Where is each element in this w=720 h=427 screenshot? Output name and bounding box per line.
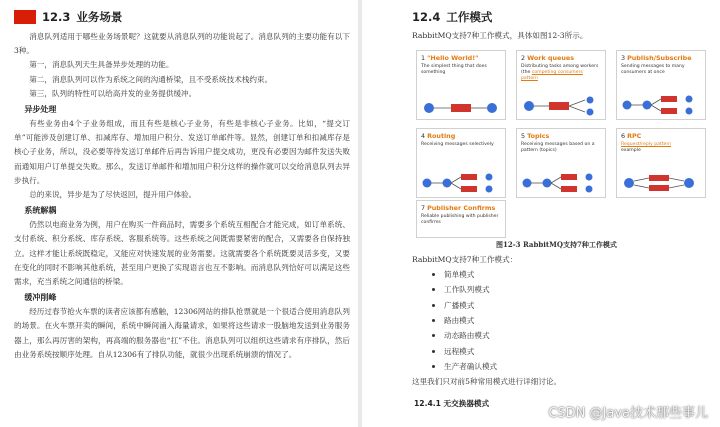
card-number: 5 <box>521 132 526 140</box>
mode-card-routing <box>416 128 506 198</box>
card-description <box>621 142 701 154</box>
async-paragraph: 有些业务由4个子业务组成，而且有些是核心子业务，有些是非核心子业务。比如，“提交订单”可能涉及创建订单、扣减库存、增加用户积分、发送订单邮件等。显然，创建订单和扣减库存是核心子业务，所以，没必要等待发送订单邮件后再告诉用户提交成功，更没有必要因为邮件发送失败而通知用户订单提交失败。那么，发送订单邮件和增加用户积分这样的操作就可以交给消息队列去异步执行。 <box>14 119 350 185</box>
mode-name: 生产者确认模式 <box>444 361 498 371</box>
decouple-heading: 系统解耦 <box>24 205 57 216</box>
card-number: 2 <box>521 54 526 62</box>
left-body <box>14 30 350 362</box>
card-number: 7 <box>421 204 426 212</box>
list-item <box>432 282 497 297</box>
mode-card-work-queues <box>516 50 606 120</box>
mode-card-topics <box>516 128 606 198</box>
card-number: 1 <box>421 54 426 62</box>
subsection-heading: 12.4.1 无交换器模式 <box>414 399 490 408</box>
exchange-diagram-icon <box>421 172 501 194</box>
exchange-diagram-icon <box>621 94 701 116</box>
section-heading-12-4 <box>412 9 492 25</box>
card-title: Publish/Subscribe <box>627 54 692 62</box>
card-title: RPC <box>627 132 642 140</box>
list-item <box>432 313 497 328</box>
mode-name: 远程模式 <box>444 346 475 356</box>
exchange-diagram-icon <box>521 172 601 194</box>
rpc-diagram-icon <box>621 172 701 194</box>
section-marker <box>14 10 36 24</box>
card-description <box>521 64 601 82</box>
async-heading: 异步处理 <box>24 104 57 115</box>
section-number: 12.4 <box>412 10 441 24</box>
mode-card-publish-subscribe <box>616 50 706 120</box>
list-item <box>432 359 497 374</box>
card-number: 3 <box>621 54 626 62</box>
figure-caption: 图12-3 RabbitMQ支持7种工作模式 <box>496 240 617 249</box>
card-title: Routing <box>427 132 456 140</box>
queue-diagram-icon <box>421 100 501 116</box>
modes-list <box>432 267 497 374</box>
figure-intro: RabbitMQ支持7种工作模式，具体如图12-3所示。 <box>412 31 588 40</box>
list-item <box>432 328 497 343</box>
mode-name: 简单模式 <box>444 270 475 280</box>
point-2: 第二，消息队列可以作为系统之间的沟通桥梁，且不受系统技术栈约束。 <box>29 74 273 84</box>
point-1: 第一，消息队列天生具备异步处理的功能。 <box>29 60 174 70</box>
card-number: 6 <box>621 132 626 140</box>
async-summary: 总的来说，异步是为了尽快返回，提升用户体验。 <box>29 190 197 200</box>
list-item <box>432 267 497 282</box>
mode-card-publisher-confirms <box>416 200 506 238</box>
card-title: "Hello World!" <box>427 54 479 62</box>
modes-list-intro: RabbitMQ支持7种工作模式： <box>412 255 518 264</box>
mode-card-rpc <box>616 128 706 198</box>
section-title: 业务场景 <box>76 10 123 24</box>
card-description: The simplest thing that does something <box>421 64 487 75</box>
card-description-text: Distributing tasks among workers (the <box>521 64 599 75</box>
closing-sentence: 这里我们只对前5种常用模式进行详细讨论。 <box>412 377 562 386</box>
card-description-text: example <box>621 148 641 153</box>
watermark: CSDN @Java技术那些事儿 <box>548 406 708 421</box>
section-title: 工作模式 <box>446 10 493 24</box>
list-item <box>432 298 497 313</box>
card-description: Sending messages to many consumers at once <box>621 64 685 75</box>
card-description: Receiving messages based on a pattern (topics) <box>521 142 595 153</box>
card-title: Work queues <box>527 54 575 62</box>
decouple-paragraph: 仍然以电商业务为例，用户在购买一件商品时，需要多个系统互相配合才能完成，如订单系统、支付系统、积分系统、库存系统、客服系统等。这些系统之间既需要紧密的配合，又需要各自保持独立。这样才能让系统既稳定，又能应对快速发展的业务需要。这就需要各个系统既要灵活多变，又要在变化的同时不影响其他系统，甚至用户更换了实现语言也互不影响。而消息队列恰好可以满足这些需求，充当系统之间通信的桥梁。 <box>14 220 350 287</box>
mode-name: 路由模式 <box>444 316 475 326</box>
card-link[interactable]: Request/reply pattern <box>621 142 672 147</box>
card-link[interactable]: competing consumers pattern <box>521 70 583 81</box>
list-item <box>432 343 497 358</box>
section-heading-12-3 <box>14 9 122 25</box>
mode-name: 广播模式 <box>444 300 475 310</box>
card-number: 4 <box>421 132 426 140</box>
mode-card-hello-world <box>416 50 506 120</box>
queue-diagram-icon <box>521 96 601 116</box>
peak-heading: 缓冲削峰 <box>24 292 57 303</box>
intro-paragraph: 消息队列适用于哪些业务场景呢？这就要从消息队列的功能说起了。消息队列的主要功能有以下3种。 <box>14 32 350 56</box>
peak-paragraph: 经历过春节抢火车票的读者应该都有感触，12306网站的排队抢票就是一个很适合使用消息队列的场景。在火车票开卖的瞬间，系统中瞬间涌入海量请求，如果将这些请求一股脑地发送到业务服务器上，那么再厉害的架构，再高端的服务器也“扛”不住。消息队列可以组织这些请求有序排队，然后由业务系统按顺序处理。自从12306有了排队功能，就很少出现系统崩溃的情况了。 <box>14 307 350 359</box>
card-title: Publisher Confirms <box>427 204 496 212</box>
card-description: Reliable publishing with publisher confirms <box>421 214 499 225</box>
point-3: 第三，队列的特性可以给高并发的业务提供缓冲。 <box>29 88 197 98</box>
card-description: Receiving messages selectively <box>421 142 494 147</box>
mode-name: 动态路由模式 <box>444 331 490 341</box>
section-number: 12.3 <box>42 10 71 24</box>
mode-name: 工作队列模式 <box>444 285 490 295</box>
card-title: Topics <box>527 132 550 140</box>
